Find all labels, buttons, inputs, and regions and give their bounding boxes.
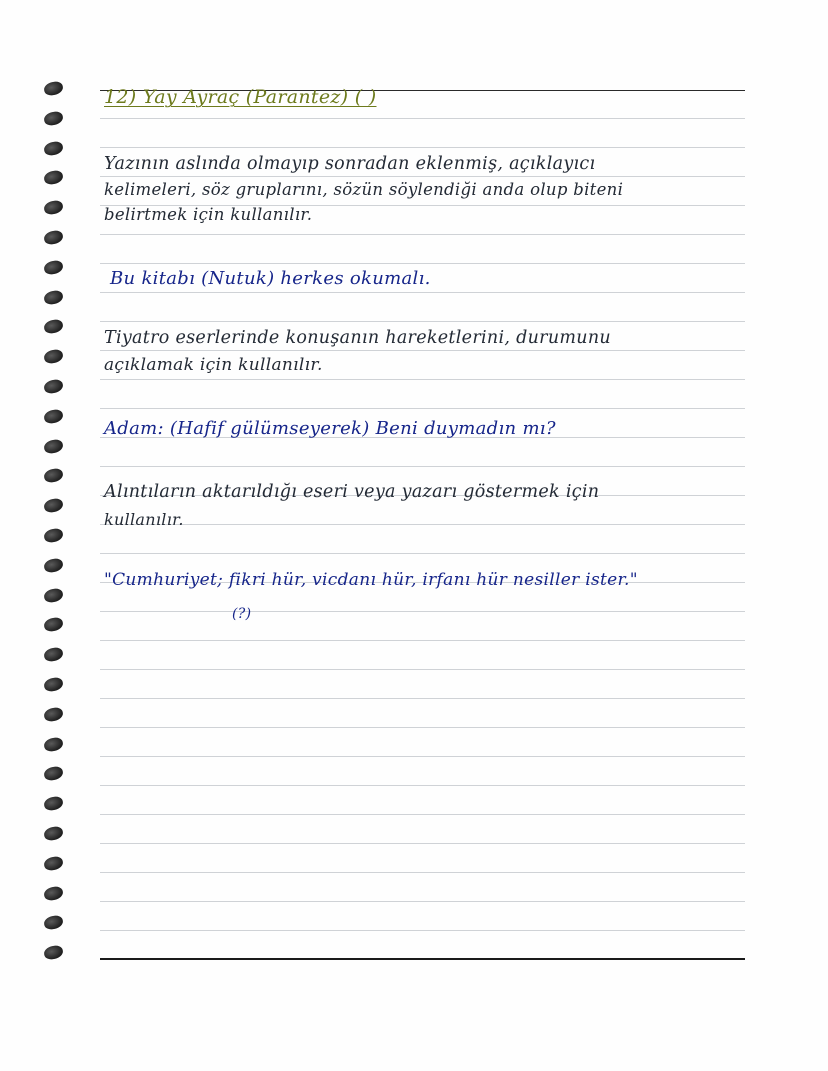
spiral-binding xyxy=(44,0,74,1071)
binding-hole xyxy=(43,319,64,336)
ruled-line xyxy=(100,118,745,119)
binding-hole xyxy=(43,885,64,902)
ruled-line xyxy=(100,901,745,902)
binding-hole xyxy=(43,944,64,961)
binding-hole xyxy=(43,497,64,514)
ruled-line xyxy=(100,814,745,815)
bottom-margin-line xyxy=(100,958,745,960)
binding-hole xyxy=(43,915,64,932)
ruled-line xyxy=(100,466,745,467)
ruled-line xyxy=(100,176,745,177)
ruled-line xyxy=(100,408,745,409)
binding-hole xyxy=(43,825,64,842)
question-note: (?) xyxy=(232,606,252,622)
ruled-line xyxy=(100,669,745,670)
binding-hole xyxy=(43,199,64,216)
binding-hole xyxy=(43,557,64,574)
rule-2-line-2: açıklamak için kullanılır. xyxy=(104,355,323,375)
ruled-line xyxy=(100,756,745,757)
binding-hole xyxy=(43,646,64,663)
ruled-line xyxy=(100,379,745,380)
binding-hole xyxy=(43,289,64,306)
ruled-line xyxy=(100,640,745,641)
ruled-line xyxy=(100,930,745,931)
ruled-line xyxy=(100,321,745,322)
ruled-line xyxy=(100,147,745,148)
page-title: 12) Yay Ayraç (Parantez) ( ) xyxy=(104,86,377,108)
binding-hole xyxy=(43,348,64,365)
binding-hole xyxy=(43,468,64,485)
ruled-line xyxy=(100,234,745,235)
rule-1-line-2: kelimeleri, söz gruplarını, sözün söylendiği anda olup biteni xyxy=(104,180,624,199)
rule-3-line-1: Alıntıların aktarıldığı eseri veya yazarı göstermek için xyxy=(104,482,600,502)
binding-hole xyxy=(43,408,64,425)
rule-1-line-1: Yazının aslında olmayıp sonradan eklenmiş, açıklayıcı xyxy=(104,154,596,174)
example-2: Adam: (Hafif gülümseyerek) Beni duymadın mı? xyxy=(104,418,556,439)
binding-hole xyxy=(43,766,64,783)
ruled-line xyxy=(100,727,745,728)
binding-hole xyxy=(43,229,64,246)
ruled-line xyxy=(100,524,745,525)
rule-2-line-1: Tiyatro eserlerinde konuşanın hareketlerini, durumunu xyxy=(104,328,611,348)
binding-hole xyxy=(43,587,64,604)
ruled-line xyxy=(100,872,745,873)
rule-3-line-2: kullanılır. xyxy=(104,510,184,529)
ruled-line xyxy=(100,785,745,786)
binding-hole xyxy=(43,676,64,693)
binding-hole xyxy=(43,259,64,276)
ruled-line xyxy=(100,843,745,844)
binding-hole xyxy=(43,736,64,753)
binding-hole xyxy=(43,438,64,455)
example-3: "Cumhuriyet; fikri hür, vicdanı hür, irfanı hür nesiller ister." xyxy=(104,570,638,590)
binding-hole xyxy=(43,378,64,395)
binding-hole xyxy=(43,140,64,157)
binding-hole xyxy=(43,80,64,97)
ruled-line xyxy=(100,553,745,554)
binding-hole xyxy=(43,855,64,872)
binding-hole xyxy=(43,110,64,127)
ruled-line xyxy=(100,698,745,699)
example-1: Bu kitabı (Nutuk) herkes okumalı. xyxy=(110,268,431,289)
binding-hole xyxy=(43,170,64,187)
binding-hole xyxy=(43,795,64,812)
ruled-line xyxy=(100,263,745,264)
ruled-line xyxy=(100,350,745,351)
binding-hole xyxy=(43,617,64,634)
rule-1-line-3: belirtmek için kullanılır. xyxy=(104,205,313,224)
ruled-line xyxy=(100,611,745,612)
ruled-line xyxy=(100,292,745,293)
binding-hole xyxy=(43,706,64,723)
binding-hole xyxy=(43,527,64,544)
